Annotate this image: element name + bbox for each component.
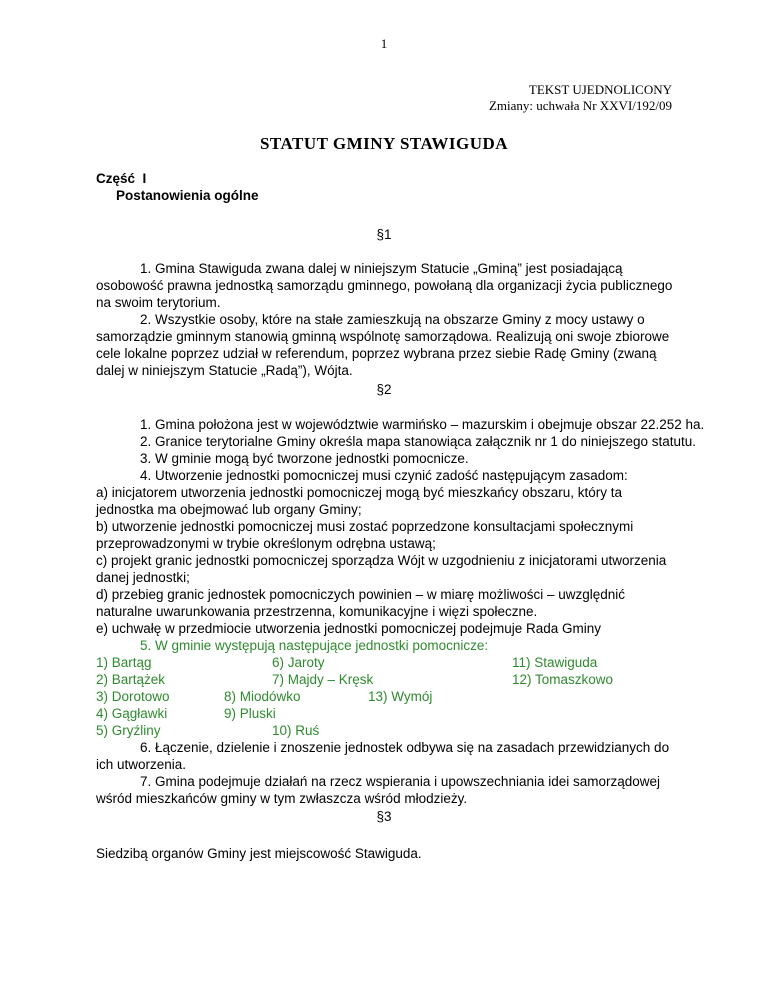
section-2-paragraph-4-text: 4. Utworzenie jednostki pomocniczej musi czynić zadość następującym zasadom: [140, 468, 628, 483]
section-1-paragraph-2 [96, 311, 680, 379]
section-1-paragraph-2-text: 2. Wszystkie osoby, które na stałe zamieszkują na obszarze Gminy z mocy ustawy o samorządzie gminnym stanowią gminną wspólnotę samorządowa. Realizują oni swoje zbiorowe cele lokalne poprzez udział w referendum, poprzez wybrana przez siebie Radę Gminy (zwaną dalej w niniejszym Statucie „Radą”), Wójta. [96, 312, 670, 378]
section-2-paragraph-5-text: 5. W gminie występują następujące jednostki pomocnicze: [140, 638, 489, 653]
section-2-paragraph-5 [96, 637, 680, 654]
unit-item: 3) Dorotowo [96, 689, 170, 704]
section-2-paragraph-7 [96, 773, 680, 807]
unit-item: 13) Wymój [368, 689, 433, 704]
section-2-paragraph-2 [96, 433, 697, 450]
section-2-paragraph-1-text: 1. Gmina położona jest w województwie warmińsko – mazurskim i obejmuje obszar 22.252 ha. [140, 417, 705, 432]
section-2-paragraph-1 [96, 416, 705, 433]
part-number: Część I [96, 171, 147, 186]
unit-item: 4) Gągławki [96, 706, 168, 721]
unit-item: 12) Tomaszkowo [512, 672, 614, 687]
unit-item: 1) Bartąg [96, 655, 152, 670]
section-2-item-a: a) inicjatorem utworzenia jednostki pomocniczej mogą być mieszkańcy obszaru, który ta jednostka ma obejmować lub organy Gminy; [96, 485, 622, 517]
unit-item: 11) Stawiguda [512, 655, 598, 670]
section-2-paragraph-2-text: 2. Granice terytorialne Gminy określa mapa stanowiąca załącznik nr 1 do niniejszego statutu. [140, 434, 697, 449]
unit-item: 2) Bartążek [96, 672, 166, 687]
section-1-heading: §1 [376, 227, 392, 242]
unit-item: 5) Gryźliny [96, 723, 161, 738]
header-consolidated-text: TEKST UJEDNOLICONY [528, 82, 672, 97]
section-2-item-b: b) utworzenie jednostki pomocniczej musi zostać poprzedzone konsultacjami społecznymi przeprowadzonymi w trybie określonym odrębna ustawą; [96, 519, 634, 551]
unit-item: 10) Ruś [272, 723, 320, 738]
section-2-item-e: e) uchwałę w przedmiocie utworzenia jednostki pomocniczej podejmuje Rada Gminy [96, 621, 601, 636]
section-2-paragraph-6-text: 6. Łączenie, dzielenie i znoszenie jednostek odbywa się na zasadach przewidzianych do ich utworzenia. [96, 740, 670, 772]
section-3-paragraph-1: Siedzibą organów Gminy jest miejscowość Stawiguda. [96, 846, 422, 861]
section-1-paragraph-1-text: 1. Gmina Stawiguda zwana dalej w niniejszym Statucie „Gminą” jest posiadającą osobowość prawna jednostką samorządu gminnego, powołaną dla organizacji życia publicznego na swoim terytorium. [96, 261, 673, 310]
page-number: 1 [380, 36, 388, 51]
section-1-paragraph-1 [96, 260, 680, 311]
section-2-heading: §2 [376, 382, 392, 397]
section-2-paragraph-3-text: 3. W gminie mogą być tworzone jednostki pomocnicze. [140, 451, 469, 466]
section-2-paragraph-7-text: 7. Gmina podejmuje działań na rzecz wspierania i upowszechniania idei samorządowej wśród mieszkańców gminy w tym zwłaszcza wśród młodzieży. [96, 774, 661, 806]
part-name: Postanowienia ogólne [116, 188, 259, 203]
section-2-paragraph-4 [96, 467, 680, 484]
section-2-item-c: c) projekt granic jednostki pomocniczej sporządza Wójt w uzgodnieniu z inicjatorami utworzenia danej jednostki; [96, 553, 667, 585]
section-2-paragraph-6 [96, 739, 680, 773]
unit-item: 8) Miodówko [224, 689, 301, 704]
unit-item: 9) Pluski [224, 706, 276, 721]
header-amendments: Zmiany: uchwała Nr XXVI/192/09 [488, 98, 672, 113]
section-2-paragraph-3 [96, 450, 680, 467]
section-2-item-d: d) przebieg granic jednostek pomocniczych powinien – w miarę możliwości – uwzględnić naturalne uwarunkowania przestrzenna, komunikacyjne i więzi społeczne. [96, 587, 625, 619]
unit-item: 6) Jaroty [272, 655, 325, 670]
section-3-heading: §3 [376, 809, 392, 824]
unit-item: 7) Majdy – Kręsk [272, 672, 374, 687]
document-title: STATUT GMINY STAWIGUDA [259, 134, 509, 153]
